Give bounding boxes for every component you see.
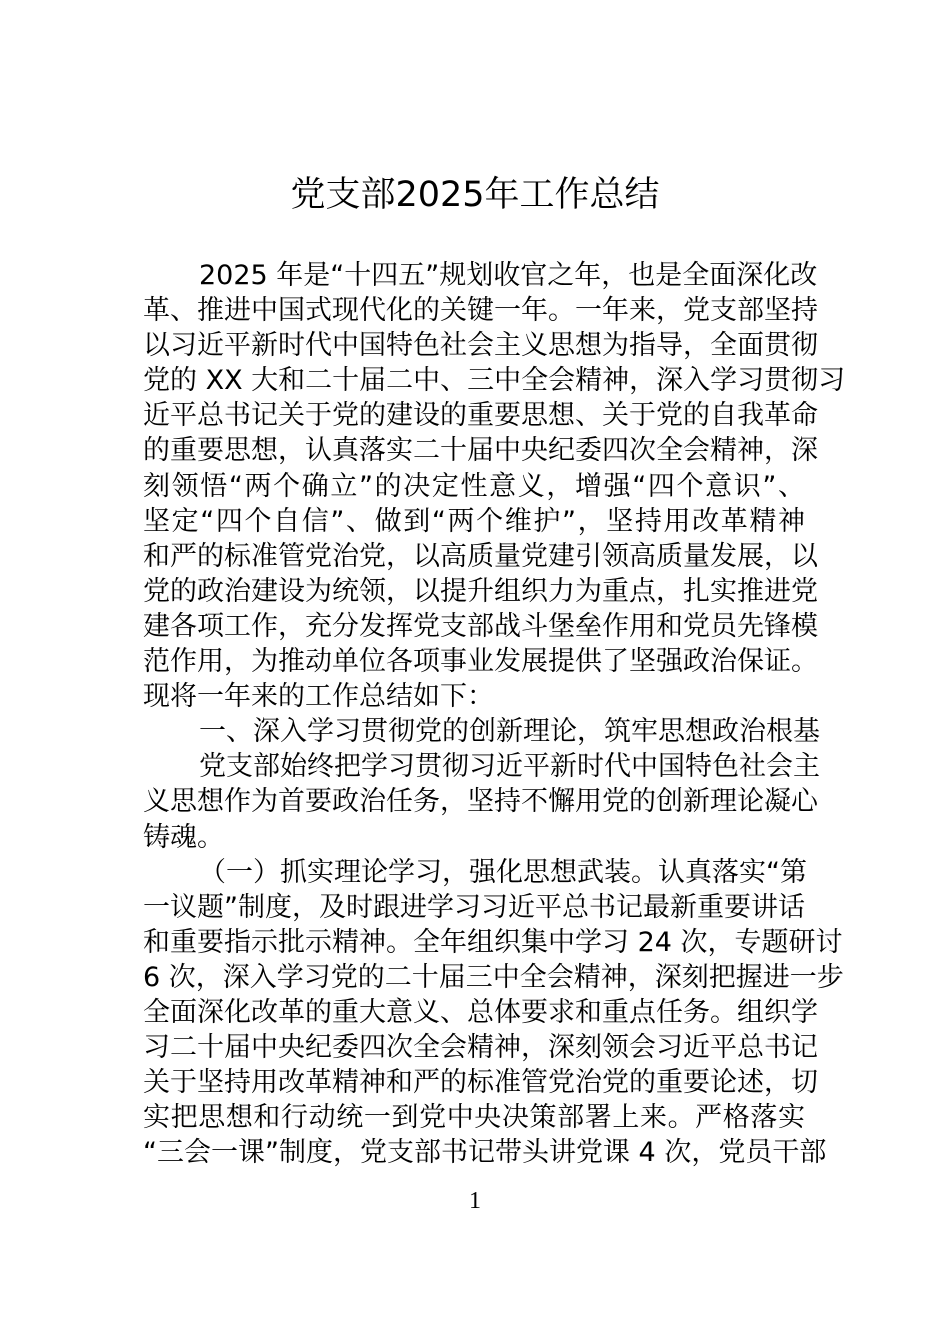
paragraph (143, 258, 846, 714)
text-line: 党支部始终把学习贯彻习近平新时代中国特色社会主 (199, 751, 820, 783)
paragraph (143, 855, 844, 1171)
text-line: 坚定“四个自信”、做到“两个维护”，坚持用改革精神 (143, 505, 805, 537)
text-line: 全面深化改革的重大意义、总体要求和重点任务。组织学 (143, 996, 818, 1028)
text-line: 近平总书记关于党的建设的重要思想、关于党的自我革命 (143, 400, 818, 432)
text-line: 一议题”制度，及时跟进学习习近平总书记最新重要讲话 (143, 891, 805, 923)
text-line: 的重要思想，认真落实二十届中央纪委四次全会精神，深 (143, 435, 818, 467)
text-line: 6 次，深入学习党的二十届三中全会精神，深刻把握进一步 (143, 961, 844, 993)
document-title: 党支部2025年工作总结 (290, 175, 660, 215)
page-number: 1 (469, 1188, 481, 1214)
text-line: 和严的标准管党治党，以高质量党建引领高质量发展，以 (143, 540, 818, 572)
paragraph (143, 749, 820, 854)
text-line: 2025 年是“十四五”规划收官之年，也是全面深化改 (199, 260, 818, 291)
text-line: 习二十届中央纪委四次全会精神，深刻领会习近平总书记 (143, 1032, 818, 1064)
text-line: （一）抓实理论学习，强化思想武装。认真落实“第 (199, 856, 807, 888)
text-line: 刻领悟“两个确立”的决定性意义，增强“四个意识”、 (143, 470, 805, 502)
text-line: 一、深入学习贯彻党的创新理论，筑牢思想政治根基 (199, 716, 820, 748)
text-line: 实把思想和行动统一到党中央决策部署上来。严格落实 (143, 1102, 805, 1134)
text-line: 范作用，为推动单位各项事业发展提供了坚强政治保证。 (143, 646, 818, 678)
section-heading (143, 714, 820, 749)
document-body (143, 258, 846, 1170)
text-line: 关于坚持用改革精神和严的标准管党治党的重要论述，切 (143, 1067, 818, 1099)
text-line: 现将一年来的工作总结如下： (143, 681, 494, 713)
text-line: 铸魂。 (143, 821, 224, 853)
text-line: “三会一课”制度，党支部书记带头讲党课 4 次，党员干部 (143, 1137, 827, 1169)
text-line: 义思想作为首要政治任务，坚持不懈用党的创新理论凝心 (143, 786, 818, 818)
text-line: 和重要指示批示精神。全年组织集中学习 24 次，专题研讨 (143, 926, 843, 958)
text-line: 党的政治建设为统领，以提升组织力为重点，扎实推进党 (143, 575, 818, 607)
text-line: 建各项工作，充分发挥党支部战斗堡垒作用和党员先锋模 (143, 610, 818, 642)
text-line: 党的 XX 大和二十届二中、三中全会精神，深入学习贯彻习 (143, 365, 846, 397)
text-line: 革、推进中国式现代化的关键一年。一年来，党支部坚持 (143, 295, 818, 327)
text-line: 以习近平新时代中国特色社会主义思想为指导，全面贯彻 (143, 330, 818, 362)
